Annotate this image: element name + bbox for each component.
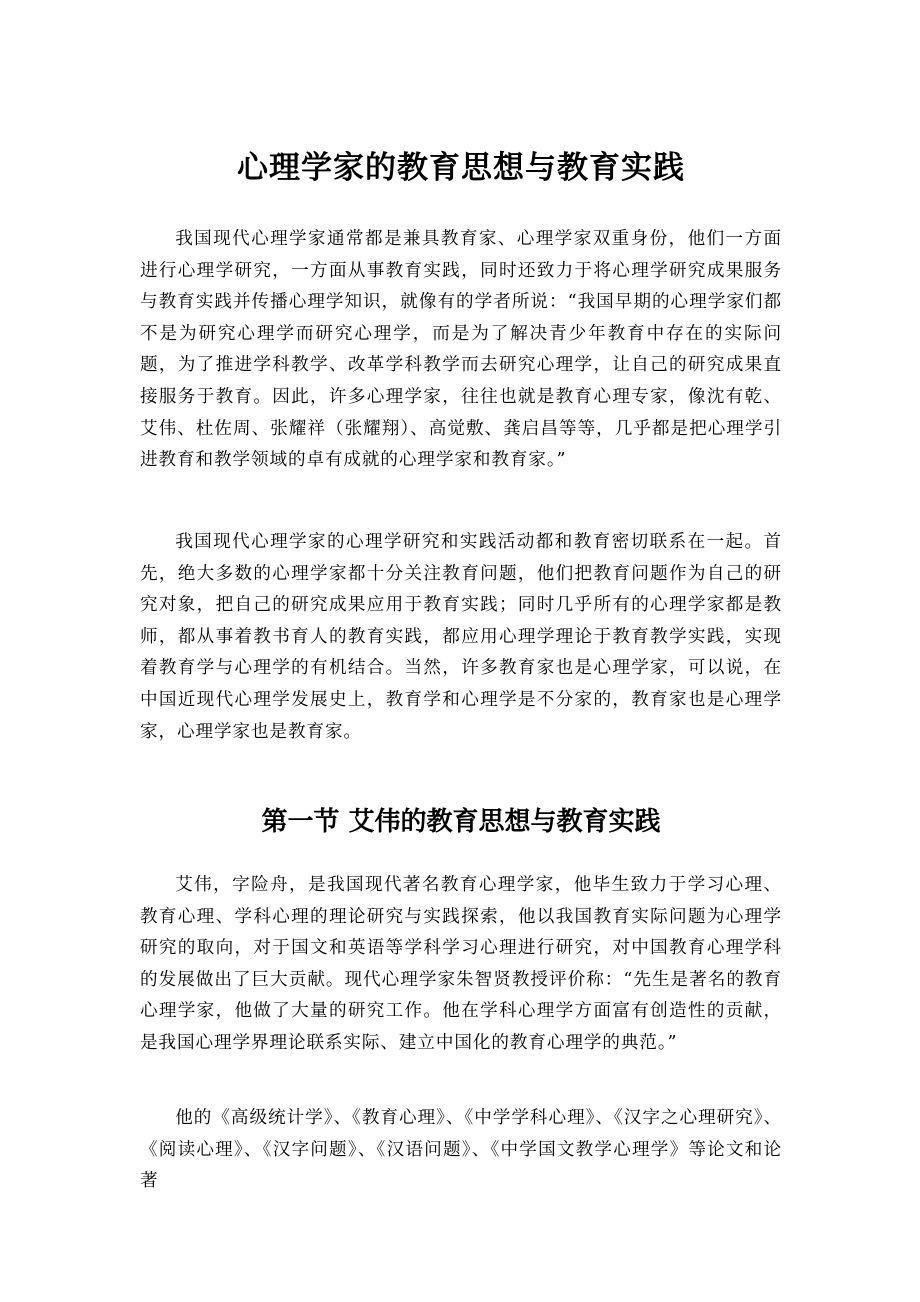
intro-paragraph-2: 我国现代心理学家的心理学研究和实践活动都和教育密切联系在一起。首先，绝大多数的心理学家都十分关注教育问题，他们把教育问题作为自己的研究对象，把自己的研究成果应用于教育实践；同时几乎所有的心理学家都是教师，都从事着教书育人的教育实践，都应用心理学理论于教育教学实践，实现着教育学与心理学的有机结合。当然，许多教育家也是心理学家，可以说，在中国近现代心理学发展史上，教育学和心理学是不分家的，教育家也是心理学家，心理学家也是教育家。 [140, 532, 782, 742]
intro-paragraph-1: 我国现代心理学家通常都是兼具教育家、心理学家双重身份，他们一方面进行心理学研究，一方面从事教育实践，同时还致力于将心理学研究成果服务与教育实践并传播心理学知识，就像有的学者所说：“我国早期的心理学家们都不是为研究心理学而研究心理学，而是为了解决青少年教育中存在的实际问题，为了推进学科教学、改革学科教学而去研究心理学，让自己的研究成果直接服务于教育。因此，许多心理学家，往往也就是教育心理专家，像沈有乾、艾伟、杜佐周、张耀祥（张耀翔）、高觉敷、龚启昌等等，几乎都是把心理学引进教育和教学领域的卓有成就的心理学家和教育家。” [140, 229, 782, 471]
section-paragraph-1: 艾伟，字险舟，是我国现代著名教育心理学家，他毕生致力于学习心理、教育心理、学科心理的理论研究与实践探索，他以我国教育实际问题为心理学研究的取向，对于国文和英语等学科学习心理进行研究，对中国教育心理学科的发展做出了巨大贡献。现代心理学家朱智贤教授评价称：“先生是著名的教育心理学家，他做了大量的研究工作。他在学科心理学方面富有创造性的贡献，是我国心理学界理论联系实际、建立中国化的教育心理学的典范。” [140, 875, 782, 1053]
section-paragraph-2: 他的《高级统计学》、《教育心理》、《中学学科心理》、《汉字之心理研究》、《阅读心理》、《汉字问题》、《汉语问题》、《中学国文教学心理学》等论文和论著 [140, 1108, 782, 1192]
document-title: 心理学家的教育思想与教育实践 [237, 150, 685, 186]
section-title: 第一节 艾伟的教育思想与教育实践 [261, 807, 661, 837]
